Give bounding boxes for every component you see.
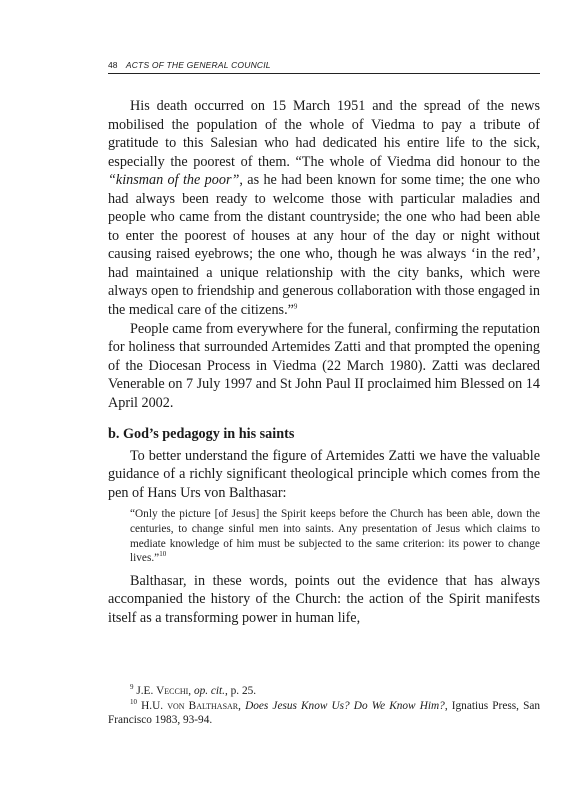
- footnote-author-name: Vecchi: [156, 685, 189, 697]
- footnote-rest: , p. 25.: [225, 685, 257, 697]
- paragraph-1-text-b: , as he had been known for some time; the one who had always been ready to welcome those with particular maladies and people who came from the distant countryside; the one who had been able to enter the poorest of houses at any hour of the day or night without causing raised eyebrows; the one who, though he was always ‘in the red’, had maintained a unique relationship with the city banks, which were always open to friendship and generous collaboration with those engaged in the medical care of the citizens.”: [108, 172, 540, 319]
- paragraph-2: People came from everywhere for the funeral, confirming the reputation for holiness that surrounded Artemides Zatti and that prompted the opening of the Diocesan Process in Viedma (22 March 1980). Zatti was declared Venerable on 7 July 1997 and St John Paul II proclaimed him Blessed on 14 April 2002.: [108, 320, 540, 411]
- footnote-author-name: von Balthasar: [167, 699, 239, 712]
- running-header: [108, 59, 540, 74]
- main-text: [108, 97, 540, 628]
- footnote-ref-10: 10: [159, 550, 167, 559]
- paragraph-1-italic: “kinsman of the poor”: [108, 172, 240, 189]
- footnote-title: op. cit.: [193, 685, 225, 697]
- paragraph-4: Balthasar, in these words, points out the evidence that has always accompanied the history of the Church: the action of the Spirit manifests itself as a transforming power in human life,: [108, 572, 540, 626]
- footnote-9: [108, 684, 540, 699]
- footnote-rest: , Ignatius Press, San Francisco 1983, 93-94.: [108, 699, 541, 727]
- page-number: 48: [108, 60, 118, 70]
- footnotes: [108, 684, 540, 728]
- running-title: ACTS OF THE GENERAL COUNCIL: [125, 60, 271, 70]
- footnote-title: Does Jesus Know Us? Do We Know Him?: [245, 699, 445, 712]
- block-quote: [130, 507, 540, 565]
- footnote-number: 10: [130, 697, 137, 706]
- block-quote-text: “Only the picture [of Jesus] the Spirit keeps before the Church has been able, down the centuries, to change sinful men into saints. Any presentation of Jesus which claims to mediate knowledge of him must be subjected to the same criterion: its power to change lives.”: [130, 508, 540, 565]
- paragraph-3: To better understand the figure of Artemides Zatti we have the valuable guidance of a richly significant theological principle which comes from the pen of Hans Urs von Balthasar:: [108, 447, 540, 501]
- footnote-10: [108, 699, 540, 728]
- section-heading: b. God’s pedagogy in his saints: [108, 426, 295, 443]
- footnote-author-initials: H.U.: [141, 699, 168, 712]
- paragraph-1-text-a: His death occurred on 15 March 1951 and the spread of the news mobilised the population of the whole of Viedma to pay a tribute of gratitude to this Salesian who had dedicated his entire life to the sick, especially the poorest of them. “The whole of Viedma did honour to the: [108, 98, 540, 170]
- paragraph-1: [108, 97, 540, 320]
- footnote-number: 9: [130, 683, 134, 692]
- footnote-ref-9: 9: [293, 302, 298, 311]
- footnote-author-initials: J.E.: [136, 685, 157, 697]
- footnote-separator: ,: [188, 685, 194, 697]
- footnote-separator: ,: [238, 699, 246, 712]
